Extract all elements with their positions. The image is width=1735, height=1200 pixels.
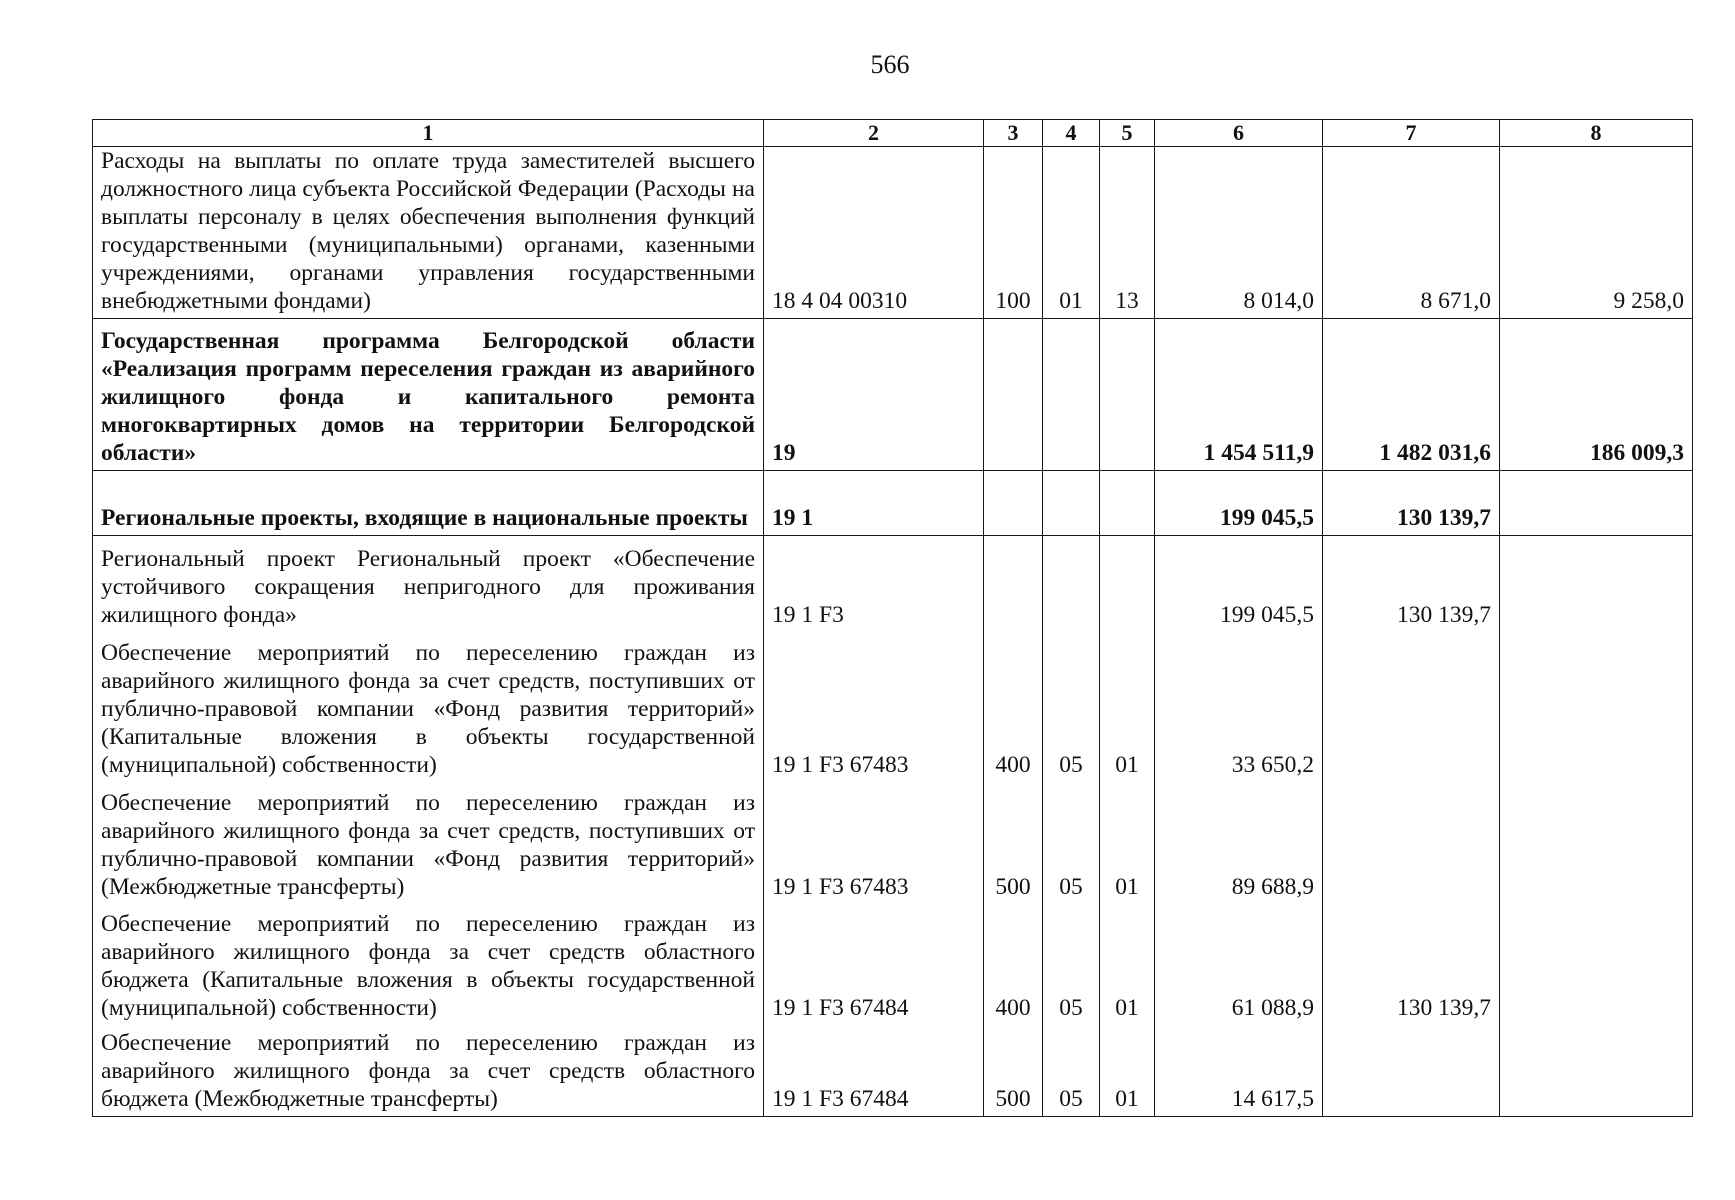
column-header: 4	[1043, 120, 1100, 147]
target-article-code: 18 4 04 00310	[764, 147, 984, 319]
expense-type: 500	[984, 782, 1043, 904]
expense-type	[984, 536, 1043, 632]
table-row	[93, 904, 1693, 1025]
amount-col-6: 199 045,5	[1155, 471, 1323, 536]
row-name: Региональные проекты, входящие в национальные проекты	[93, 471, 764, 536]
target-article-code: 19	[764, 319, 984, 471]
row-name: Обеспечение мероприятий по переселению граждан из аварийного жилищного фонда за счет средств, поступивших от публично-правовой компании «Фонд развития территорий» (Межбюджетные трансферты)	[93, 782, 764, 904]
expense-type: 400	[984, 632, 1043, 782]
expense-type: 500	[984, 1025, 1043, 1117]
section-code	[1043, 536, 1100, 632]
amount-col-6: 89 688,9	[1155, 782, 1323, 904]
column-header: 5	[1100, 120, 1155, 147]
subsection-code	[1100, 319, 1155, 471]
section-code	[1043, 319, 1100, 471]
target-article-code: 19 1	[764, 471, 984, 536]
amount-col-7	[1323, 782, 1500, 904]
amount-col-7: 130 139,7	[1323, 536, 1500, 632]
expense-type	[984, 471, 1043, 536]
row-name: Региональный проект Региональный проект «Обеспечение устойчивого сокращения непригодного для проживания жилищного фонда»	[93, 536, 764, 632]
amount-col-8: 9 258,0	[1500, 147, 1693, 319]
budget-table	[92, 119, 1693, 1117]
subsection-code: 01	[1100, 782, 1155, 904]
column-header: 1	[93, 120, 764, 147]
page-number: 566	[870, 50, 910, 79]
subsection-code: 01	[1100, 904, 1155, 1025]
amount-col-6: 61 088,9	[1155, 904, 1323, 1025]
amount-col-8	[1500, 471, 1693, 536]
column-header: 8	[1500, 120, 1693, 147]
row-name: Обеспечение мероприятий по переселению граждан из аварийного жилищного фонда за счет средств, поступивших от публично-правовой компании «Фонд развития территорий» (Капитальные вложения в объекты государственной (муниципальной) собственности)	[93, 632, 764, 782]
column-header: 7	[1323, 120, 1500, 147]
section-code: 05	[1043, 782, 1100, 904]
target-article-code: 19 1 F3 67483	[764, 782, 984, 904]
column-header: 3	[984, 120, 1043, 147]
amount-col-8	[1500, 536, 1693, 632]
amount-col-8	[1500, 632, 1693, 782]
amount-col-8: 186 009,3	[1500, 319, 1693, 471]
row-name: Расходы на выплаты по оплате труда заместителей высшего должностного лица субъекта Российской Федерации (Расходы на выплаты персоналу в целях обеспечения выполнения функций государственными (муниципальными) органами, казенными учреждениями, органами управления государственными внебюджетными фондами)	[93, 147, 764, 319]
amount-col-6: 8 014,0	[1155, 147, 1323, 319]
expense-type: 400	[984, 904, 1043, 1025]
amount-col-7	[1323, 1025, 1500, 1117]
amount-col-6: 199 045,5	[1155, 536, 1323, 632]
amount-col-7: 1 482 031,6	[1323, 319, 1500, 471]
section-code: 05	[1043, 904, 1100, 1025]
amount-col-8	[1500, 1025, 1693, 1117]
target-article-code: 19 1 F3	[764, 536, 984, 632]
row-name: Государственная программа Белгородской области «Реализация программ переселения граждан из аварийного жилищного фонда и капитального ремонта многоквартирных домов на территории Белгородской области»	[93, 319, 764, 471]
amount-col-8	[1500, 782, 1693, 904]
subsection-code: 13	[1100, 147, 1155, 319]
table-row	[93, 319, 1693, 471]
header-row	[93, 120, 1693, 147]
expense-type	[984, 319, 1043, 471]
section-code	[1043, 471, 1100, 536]
table-row	[93, 632, 1693, 782]
amount-col-7: 8 671,0	[1323, 147, 1500, 319]
table-row	[93, 471, 1693, 536]
amount-col-8	[1500, 904, 1693, 1025]
section-code: 05	[1043, 1025, 1100, 1117]
subsection-code	[1100, 471, 1155, 536]
target-article-code: 19 1 F3 67483	[764, 632, 984, 782]
section-code: 01	[1043, 147, 1100, 319]
expense-type: 100	[984, 147, 1043, 319]
target-article-code: 19 1 F3 67484	[764, 1025, 984, 1117]
column-header: 6	[1155, 120, 1323, 147]
subsection-code	[1100, 536, 1155, 632]
amount-col-7: 130 139,7	[1323, 471, 1500, 536]
amount-col-7: 130 139,7	[1323, 904, 1500, 1025]
subsection-code: 01	[1100, 632, 1155, 782]
row-name: Обеспечение мероприятий по переселению граждан из аварийного жилищного фонда за счет средств областного бюджета (Межбюджетные трансферты)	[93, 1025, 764, 1117]
section-code: 05	[1043, 632, 1100, 782]
target-article-code: 19 1 F3 67484	[764, 904, 984, 1025]
amount-col-7	[1323, 632, 1500, 782]
column-header: 2	[764, 120, 984, 147]
table-row	[93, 1025, 1693, 1117]
subsection-code: 01	[1100, 1025, 1155, 1117]
amount-col-6: 14 617,5	[1155, 1025, 1323, 1117]
table-row	[93, 147, 1693, 319]
table-row	[93, 536, 1693, 632]
amount-col-6: 1 454 511,9	[1155, 319, 1323, 471]
amount-col-6: 33 650,2	[1155, 632, 1323, 782]
table-row	[93, 782, 1693, 904]
row-name: Обеспечение мероприятий по переселению граждан из аварийного жилищного фонда за счет средств областного бюджета (Капитальные вложения в объекты государственной (муниципальной) собственности)	[93, 904, 764, 1025]
